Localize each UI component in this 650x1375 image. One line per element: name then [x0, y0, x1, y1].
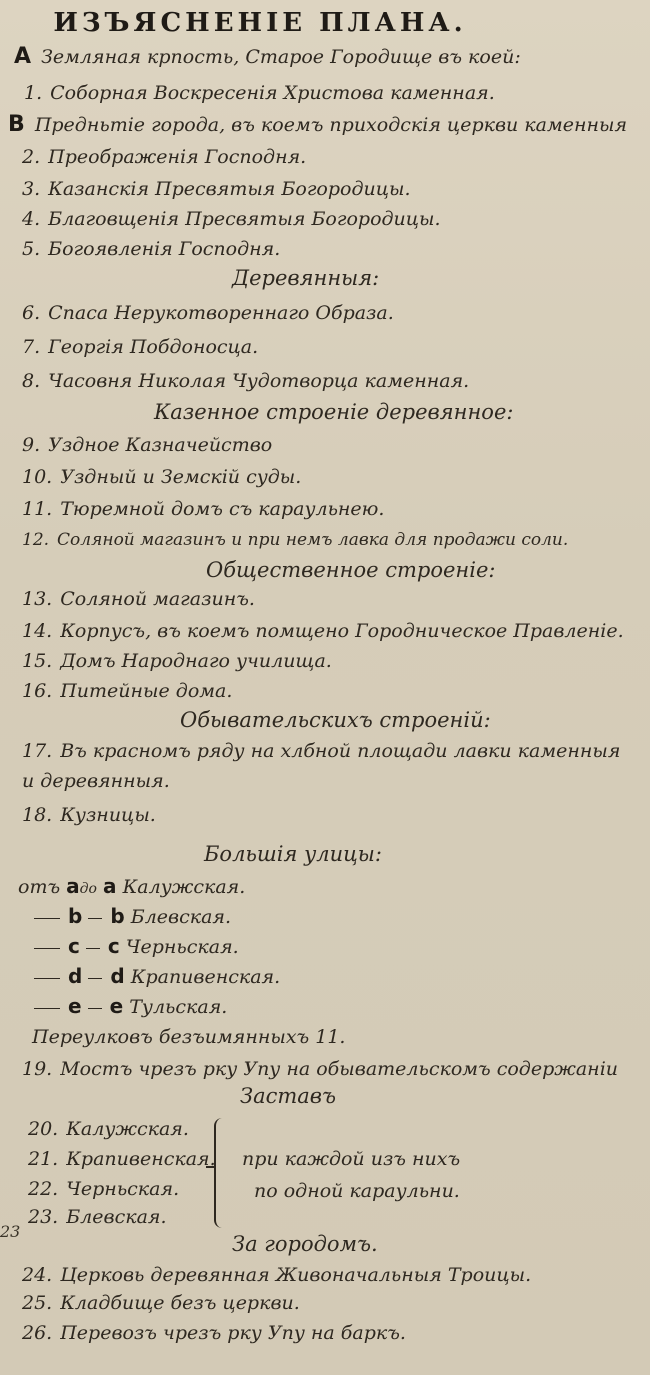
street-from-letter: c: [68, 934, 80, 958]
gates-brace: [214, 1118, 230, 1228]
item-text: Черньская.: [66, 1178, 180, 1200]
heading-public: Общественное строеніе:: [206, 558, 496, 582]
list-item: [22, 178, 411, 200]
item-text: Перевозъ чрезъ рку Упу на баркъ.: [60, 1322, 406, 1344]
heading-streets: Большія улицы:: [204, 842, 382, 866]
section-a-line: [14, 44, 521, 69]
section-b-letter: В: [8, 112, 25, 137]
margin-mark: 23: [0, 1222, 21, 1241]
gates-brace-point: [206, 1166, 216, 1168]
item-text: Кладбище безъ церкви.: [60, 1292, 300, 1314]
item-number: 15.: [22, 650, 53, 672]
item-text: Богоявленія Господня.: [48, 238, 281, 260]
ditto-dash: [34, 948, 60, 949]
ditto-dash: [34, 1008, 60, 1009]
lanes-line: Переулковъ безъимянныхъ 11.: [32, 1026, 346, 1048]
street-to-letter: e: [109, 994, 124, 1018]
item-text: Корпусъ, въ коемъ помщено Городническое Правленіе.: [60, 620, 624, 642]
list-item: [22, 650, 332, 672]
list-item: [22, 1292, 300, 1314]
item-number: 2.: [22, 146, 41, 168]
list-item: [22, 530, 568, 550]
gate-item: [28, 1178, 179, 1200]
ditto-dash: [86, 948, 100, 949]
street-name: Крапивенская.: [130, 966, 281, 988]
item-number: 21.: [28, 1148, 59, 1170]
item-number: 25.: [22, 1292, 53, 1314]
list-item: [22, 740, 620, 762]
item-text: Церковь деревянная Живоначальныя Троицы.: [60, 1264, 532, 1286]
section-b-text: Предньтіе города, въ коемъ приходскія церкви каменныя: [34, 114, 628, 136]
section-b-line: [8, 112, 627, 137]
item-text: Въ красномъ ряду на хлбной площади лавки каменныя: [60, 740, 621, 762]
list-item: [22, 434, 272, 456]
item-number: 19.: [22, 1058, 53, 1080]
item-text: Соборная Воскресенія Христова каменная.: [50, 82, 495, 104]
street-to-letter: а: [103, 874, 117, 898]
page-title: ИЗЪЯСНЕНІЕ ПЛАНА.: [53, 8, 467, 38]
street-row: [34, 964, 280, 988]
list-item: [22, 466, 301, 488]
street-row: [18, 874, 245, 898]
item-number: 3.: [22, 178, 41, 200]
item-number: 7.: [22, 336, 41, 358]
ditto-dash: [88, 978, 102, 979]
heading-residents: Обывательскихъ строеній:: [180, 708, 491, 732]
heading-state: Казенное строеніе деревянное:: [154, 400, 514, 424]
item-number: 26.: [22, 1322, 53, 1344]
section-a-text: Земляная крпость, Старое Городище въ коей:: [41, 46, 521, 68]
item-number: 24.: [22, 1264, 53, 1286]
street-from-letter: а: [66, 874, 80, 898]
item-text: Крапивенская.: [66, 1148, 216, 1170]
street-row: [34, 934, 239, 958]
list-item: [22, 146, 306, 168]
ditto-dash: [88, 1008, 102, 1009]
item-text: Калужская.: [66, 1118, 189, 1140]
gates-note-line-1: при каждой изъ нихъ: [242, 1148, 461, 1170]
item-text: Домъ Народнаго училища.: [60, 650, 332, 672]
list-item: [22, 1058, 618, 1080]
item-text: Питейные дома.: [60, 680, 233, 702]
list-item: [22, 238, 280, 260]
list-item: [22, 302, 394, 324]
item-text: Мостъ чрезъ рку Упу на обывательскомъ содержаніи: [60, 1058, 619, 1080]
heading-outside: За городомъ.: [232, 1232, 378, 1256]
street-to-word: до: [79, 881, 97, 897]
street-to-letter: d: [110, 964, 125, 988]
list-item: [22, 804, 156, 826]
item-text: Уздный и Земскій суды.: [60, 466, 302, 488]
item-number: 9.: [22, 434, 41, 456]
list-item: [22, 680, 232, 702]
ditto-dash: [88, 918, 102, 919]
item-text: Уздное Казначейство: [48, 434, 273, 456]
item-number: 10.: [22, 466, 53, 488]
item-text: Спаса Нерукотвореннаго Образа.: [48, 302, 394, 324]
street-name: Черньская.: [125, 936, 239, 958]
street-from-letter: b: [68, 904, 83, 928]
ditto-dash: [34, 978, 60, 979]
street-from-letter: e: [68, 994, 82, 1018]
street-prefix: отъ: [18, 876, 61, 898]
item-text: Соляной магазинъ.: [60, 588, 255, 610]
heading-wooden: Деревянныя:: [232, 266, 380, 290]
item-number: 8.: [22, 370, 41, 392]
item-text: Кузницы.: [60, 804, 156, 826]
item-number: 6.: [22, 302, 41, 324]
item-number: 23.: [28, 1206, 59, 1228]
item-text: Блевская.: [66, 1206, 167, 1228]
item-number: 4.: [22, 208, 41, 230]
street-name: Калужская.: [122, 876, 246, 898]
item-number: 11.: [22, 498, 53, 520]
list-item-continuation: и деревянныя.: [22, 770, 170, 792]
ditto-dash: [34, 918, 60, 919]
item-number: 16.: [22, 680, 53, 702]
list-item: [22, 1264, 531, 1286]
list-item: [22, 208, 441, 230]
item-number: 13.: [22, 588, 53, 610]
item-text: Преображенія Господня.: [48, 146, 307, 168]
heading-gates: Заставъ: [240, 1084, 337, 1108]
item-text: Казанскія Пресвятыя Богородицы.: [48, 178, 411, 200]
street-name: Тульская.: [129, 996, 228, 1018]
list-item: [22, 588, 255, 610]
item-number: 20.: [28, 1118, 59, 1140]
item-number: 12.: [22, 530, 50, 550]
item-text: Тюремной домъ съ караульнею.: [60, 498, 385, 520]
gate-item: [28, 1118, 189, 1140]
item-text: Георгія Побдоносца.: [48, 336, 259, 358]
section-a-letter: А: [14, 44, 32, 69]
list-item: [22, 498, 384, 520]
list-item: [22, 336, 258, 358]
list-item: [22, 370, 469, 392]
street-row: [34, 904, 231, 928]
item-text: Часовня Николая Чудотворца каменная.: [48, 370, 470, 392]
item-number: 22.: [28, 1178, 59, 1200]
item-text: Благовщенія Пресвятыя Богородицы.: [48, 208, 441, 230]
street-to-letter: c: [107, 934, 120, 958]
list-item: [24, 82, 495, 104]
item-number: 1.: [24, 82, 43, 104]
item-number: 14.: [22, 620, 53, 642]
street-to-letter: b: [110, 904, 125, 928]
item-text: Соляной магазинъ и при немъ лавка для продажи соли.: [57, 530, 569, 550]
list-item: [22, 620, 624, 642]
gate-item: [28, 1206, 167, 1228]
list-item: [22, 1322, 406, 1344]
item-number: 18.: [22, 804, 53, 826]
gate-item: [28, 1148, 216, 1170]
gates-note-line-2: по одной караульни.: [254, 1180, 460, 1202]
street-row: [34, 994, 227, 1018]
street-name: Блевская.: [130, 906, 232, 928]
item-number: 5.: [22, 238, 41, 260]
item-number: 17.: [22, 740, 53, 762]
street-from-letter: d: [68, 964, 83, 988]
